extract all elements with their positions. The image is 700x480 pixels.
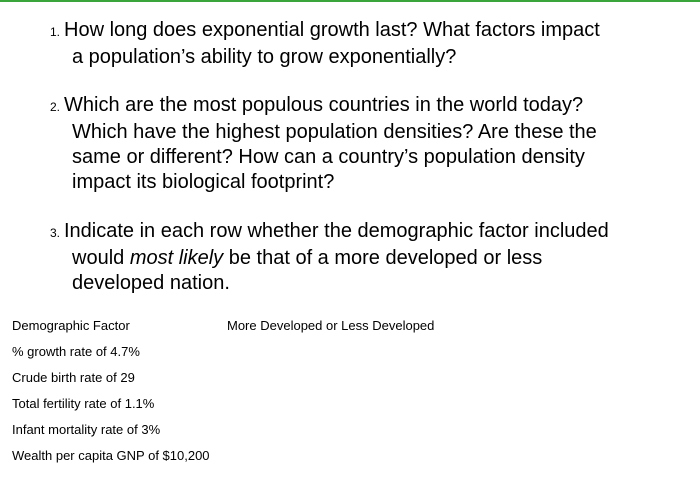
question-text: would: [72, 247, 130, 269]
question-2-line: same or different? How can a country’s population density: [72, 146, 585, 168]
table-row: % growth rate of 4.7%: [12, 344, 140, 359]
emphasis-text: most likely: [129, 247, 224, 269]
question-text: Which are the most populous countries in the world today?: [64, 94, 584, 116]
top-accent-rule: [0, 0, 700, 2]
question-text: be that of a more developed or less: [223, 247, 543, 269]
question-number: 2.: [50, 100, 61, 114]
question-text: Indicate in each row whether the demographic factor included: [64, 220, 609, 242]
question-2: [48, 93, 668, 195]
question-2-line: impact its biological footprint?: [72, 171, 335, 193]
column-header-demographic-factor: Demographic Factor: [12, 318, 130, 333]
column-header-development: More Developed or Less Developed: [227, 318, 435, 333]
question-3: [48, 219, 668, 296]
question-2-line: Which have the highest population densities? Are these the: [72, 121, 597, 143]
question-number: 1.: [50, 25, 61, 39]
table-row: Infant mortality rate of 3%: [12, 422, 161, 437]
table-row: Wealth per capita GNP of $10,200: [12, 448, 210, 463]
question-3-line: [48, 246, 668, 271]
question-3-line: developed nation.: [72, 272, 230, 294]
question-1-line: [48, 18, 668, 45]
question-1-line: a population’s ability to grow exponentially?: [72, 46, 457, 68]
table-row: Crude birth rate of 29: [12, 370, 135, 385]
question-3-line: [48, 219, 668, 246]
question-2-line: [48, 93, 668, 120]
question-text: How long does exponential growth last? What factors impact: [64, 19, 600, 41]
question-1: [48, 18, 668, 70]
question-number: 3.: [50, 226, 61, 240]
table-row: Total fertility rate of 1.1%: [12, 396, 155, 411]
